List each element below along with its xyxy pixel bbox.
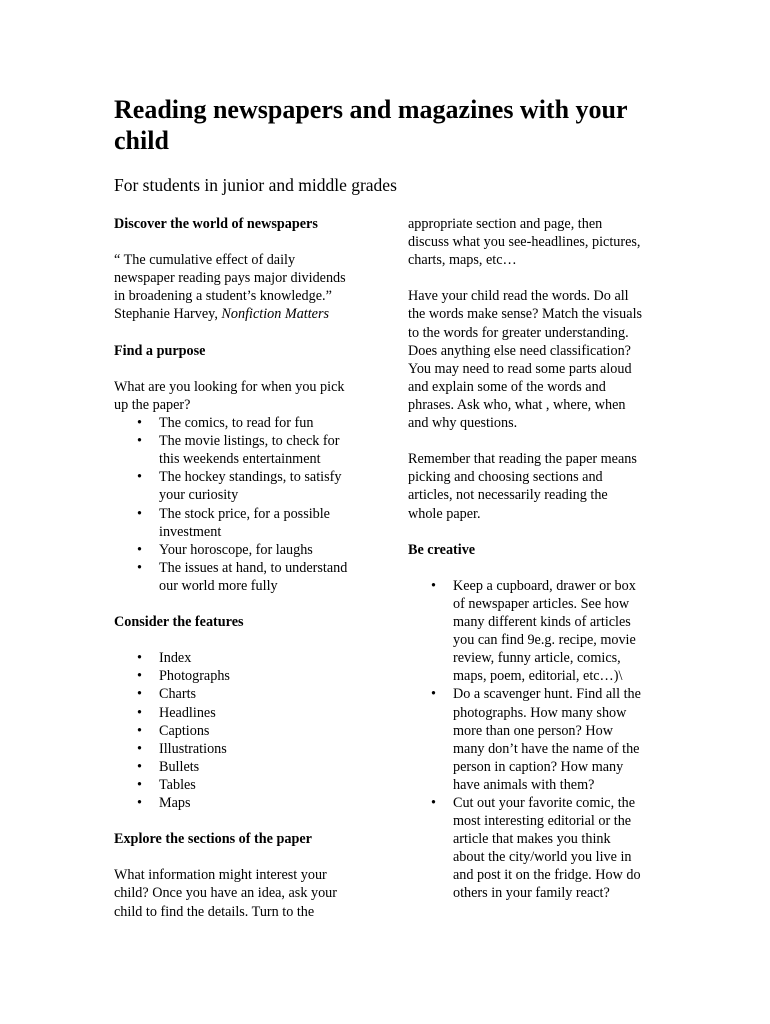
quote-line: newspaper reading pays major dividends xyxy=(114,270,346,287)
quote-paragraph xyxy=(114,251,374,323)
purpose-intro xyxy=(114,378,374,414)
list-item: • Charts xyxy=(159,685,374,703)
features-list xyxy=(114,649,374,812)
heading-sections: Explore the sections of the paper xyxy=(114,831,312,848)
list-item: • The movie listings, to check for this weekends entertainment xyxy=(159,432,374,468)
sections-paragraph: What information might interest your child? Once you have an idea, ask your child to find the details. Turn to the xyxy=(114,867,337,920)
heading-creative: Be creative xyxy=(408,541,476,558)
remember-paragraph: Remember that reading the paper means picking and choosing sections and articles, not necessarily reading the whole paper. xyxy=(408,451,637,522)
list-item: • Tables xyxy=(159,776,374,794)
heading-discover: Discover the world of newspapers xyxy=(114,216,318,232)
purpose-intro-line: up the paper? xyxy=(114,396,191,413)
list-item: • Headlines xyxy=(159,704,374,722)
continued-paragraph: appropriate section and page, then discuss what you see-headlines, pictures, charts, maps, etc… xyxy=(408,216,641,269)
list-item: • Cut out your favorite comic, the most interesting editorial or the article that makes you think about the city/world you live in and post it on the fridge. How do others in your family react? xyxy=(453,794,668,903)
quote-line: in broadening a student’s knowledge.” xyxy=(114,288,332,305)
list-item: • Keep a cupboard, drawer or box of newspaper articles. See how many different kinds of articles you can find 9e.g. recipe, movie review, funny article, comics, maps, poem, editorial, etc…)\ xyxy=(453,577,668,686)
page-subtitle: For students in junior and middle grades xyxy=(114,175,397,195)
list-item: • Index xyxy=(159,649,374,667)
quote-attribution-name: Stephanie Harvey, xyxy=(114,306,222,323)
quote-attribution-book: Nonfiction Matters xyxy=(221,306,330,323)
list-item: • The stock price, for a possible investment xyxy=(159,505,374,541)
list-item: • The issues at hand, to understand our world more fully xyxy=(159,559,374,595)
list-item: • Illustrations xyxy=(159,740,374,758)
list-item: • Captions xyxy=(159,722,374,740)
words-paragraph: Have your child read the words. Do all the words make sense? Match the visuals to the words for greater understanding. Does anything else need classification? You may need to read some parts aloud and explain some of the words and phrases. Ask who, what , where, when and why questions. xyxy=(408,288,643,432)
purpose-intro-line: What are you looking for when you pick xyxy=(114,378,345,395)
page-title: Reading newspapers and magazines with your child xyxy=(114,95,628,155)
list-item: • Bullets xyxy=(159,758,374,776)
purpose-list xyxy=(114,414,374,595)
list-item: • The comics, to read for fun xyxy=(159,414,374,432)
left-column xyxy=(114,215,374,921)
list-item: • Your horoscope, for laughs xyxy=(159,541,374,559)
heading-features: Consider the features xyxy=(114,614,244,631)
right-column xyxy=(408,215,668,903)
list-item: • Do a scavenger hunt. Find all the photographs. How many show more than one person? How many don’t have the name of the person in caption? How many have animals with them? xyxy=(453,685,668,794)
heading-purpose: Find a purpose xyxy=(114,342,206,359)
quote-line: “ The cumulative effect of daily xyxy=(114,252,296,269)
list-item: • Photographs xyxy=(159,667,374,685)
list-item: • Maps xyxy=(159,794,374,812)
creative-list xyxy=(408,577,668,903)
list-item: • The hockey standings, to satisfy your curiosity xyxy=(159,468,374,504)
